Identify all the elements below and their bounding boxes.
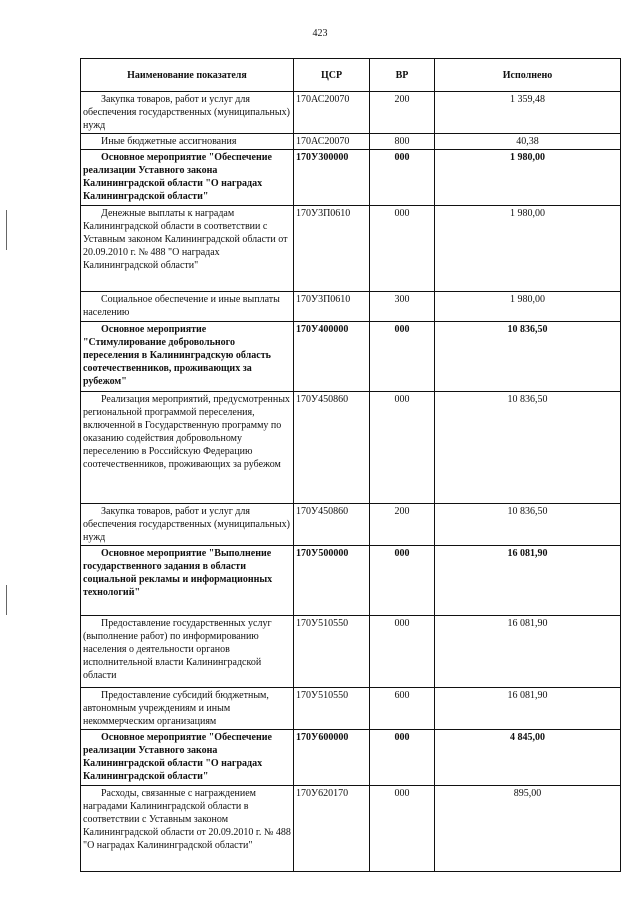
row-vr: 000	[370, 150, 435, 206]
row-csr: 170У620170	[294, 786, 370, 872]
row-name: Предоставление государственных услуг (выполнение работ) по информированию населения о деятельности органов исполнительной власти Калининградской области	[81, 616, 294, 688]
row-name: Реализация мероприятий, предусмотренных региональной программой переселения, включенной в Государственную программу по оказанию содействия добровольному переселению в Российскую Федерацию соотечественников, проживающих за рубежом	[81, 392, 294, 504]
row-name: Социальное обеспечение и иные выплаты населению	[81, 292, 294, 322]
header-executed: Исполнено	[435, 59, 621, 92]
row-vr: 200	[370, 92, 435, 134]
row-csr: 170У510550	[294, 688, 370, 730]
row-name: Предоставление субсидий бюджетным, автономным учреждениям и иным некоммерческим организациям	[81, 688, 294, 730]
row-csr: 170АС20070	[294, 134, 370, 150]
budget-table	[80, 58, 621, 872]
row-vr: 000	[370, 546, 435, 616]
scan-edge-mark	[6, 210, 7, 250]
row-vr: 000	[370, 206, 435, 292]
row-amount: 895,00	[435, 786, 621, 872]
row-amount: 10 836,50	[435, 392, 621, 504]
row-name: Закупка товаров, работ и услуг для обеспечения государственных (муниципальных) нужд	[81, 92, 294, 134]
row-csr: 170У450860	[294, 392, 370, 504]
row-name: Основное мероприятие "Выполнение государственного задания в области социальной рекламы и информационных технологий"	[81, 546, 294, 616]
row-vr: 300	[370, 292, 435, 322]
row-csr: 170У450860	[294, 504, 370, 546]
row-vr: 000	[370, 616, 435, 688]
table-row	[81, 206, 621, 292]
row-name: Закупка товаров, работ и услуг для обеспечения государственных (муниципальных) нужд	[81, 504, 294, 546]
row-name: Денежные выплаты к наградам Калининградской области в соответствии с Уставным законом Калининградской области от 20.09.2010 г. № 488 "О наградах Калининградской области"	[81, 206, 294, 292]
row-amount: 4 845,00	[435, 730, 621, 786]
row-name: Иные бюджетные ассигнования	[81, 134, 294, 150]
row-csr: 170У510550	[294, 616, 370, 688]
table-body	[81, 92, 621, 872]
header-csr: ЦСР	[294, 59, 370, 92]
table-row	[81, 150, 621, 206]
table-row	[81, 92, 621, 134]
row-name: Основное мероприятие "Обеспечение реализации Уставного закона Калининградской области "О наградах Калининградской области"	[81, 150, 294, 206]
table-row	[81, 392, 621, 504]
row-csr: 170У600000	[294, 730, 370, 786]
row-amount: 10 836,50	[435, 322, 621, 392]
row-vr: 000	[370, 322, 435, 392]
table-row	[81, 322, 621, 392]
row-amount: 16 081,90	[435, 616, 621, 688]
row-name: Основное мероприятие "Обеспечение реализации Уставного закона Калининградской области "О наградах Калининградской области"	[81, 730, 294, 786]
row-amount: 40,38	[435, 134, 621, 150]
table-row	[81, 616, 621, 688]
table-header-row	[81, 59, 621, 92]
row-amount: 1 980,00	[435, 150, 621, 206]
table-row	[81, 688, 621, 730]
scan-edge-mark	[6, 585, 7, 615]
row-csr: 170У3П0610	[294, 206, 370, 292]
header-vr: ВР	[370, 59, 435, 92]
row-csr: 170У500000	[294, 546, 370, 616]
row-csr: 170АС20070	[294, 92, 370, 134]
page-number: 423	[312, 28, 328, 39]
row-amount: 1 359,48	[435, 92, 621, 134]
row-csr: 170У400000	[294, 322, 370, 392]
row-name: Основное мероприятие "Стимулирование добровольного переселения в Калининградскую область соотечественников, проживающих за рубежом"	[81, 322, 294, 392]
table-row	[81, 730, 621, 786]
table-row	[81, 786, 621, 872]
row-vr: 800	[370, 134, 435, 150]
table-row	[81, 546, 621, 616]
row-csr: 170У300000	[294, 150, 370, 206]
row-vr: 000	[370, 786, 435, 872]
row-amount: 16 081,90	[435, 546, 621, 616]
row-amount: 10 836,50	[435, 504, 621, 546]
row-name: Расходы, связанные с награждением наградами Калининградской области в соответствии с Уставным законом Калининградской области от 20.09.2010 г. № 488 "О наградах Калининградской области"	[81, 786, 294, 872]
header-name: Наименование показателя	[81, 59, 294, 92]
row-csr: 170У3П0610	[294, 292, 370, 322]
row-vr: 200	[370, 504, 435, 546]
table-row	[81, 134, 621, 150]
row-amount: 16 081,90	[435, 688, 621, 730]
row-vr: 000	[370, 730, 435, 786]
table-row	[81, 292, 621, 322]
row-vr: 000	[370, 392, 435, 504]
table-row	[81, 504, 621, 546]
row-amount: 1 980,00	[435, 292, 621, 322]
row-vr: 600	[370, 688, 435, 730]
row-amount: 1 980,00	[435, 206, 621, 292]
